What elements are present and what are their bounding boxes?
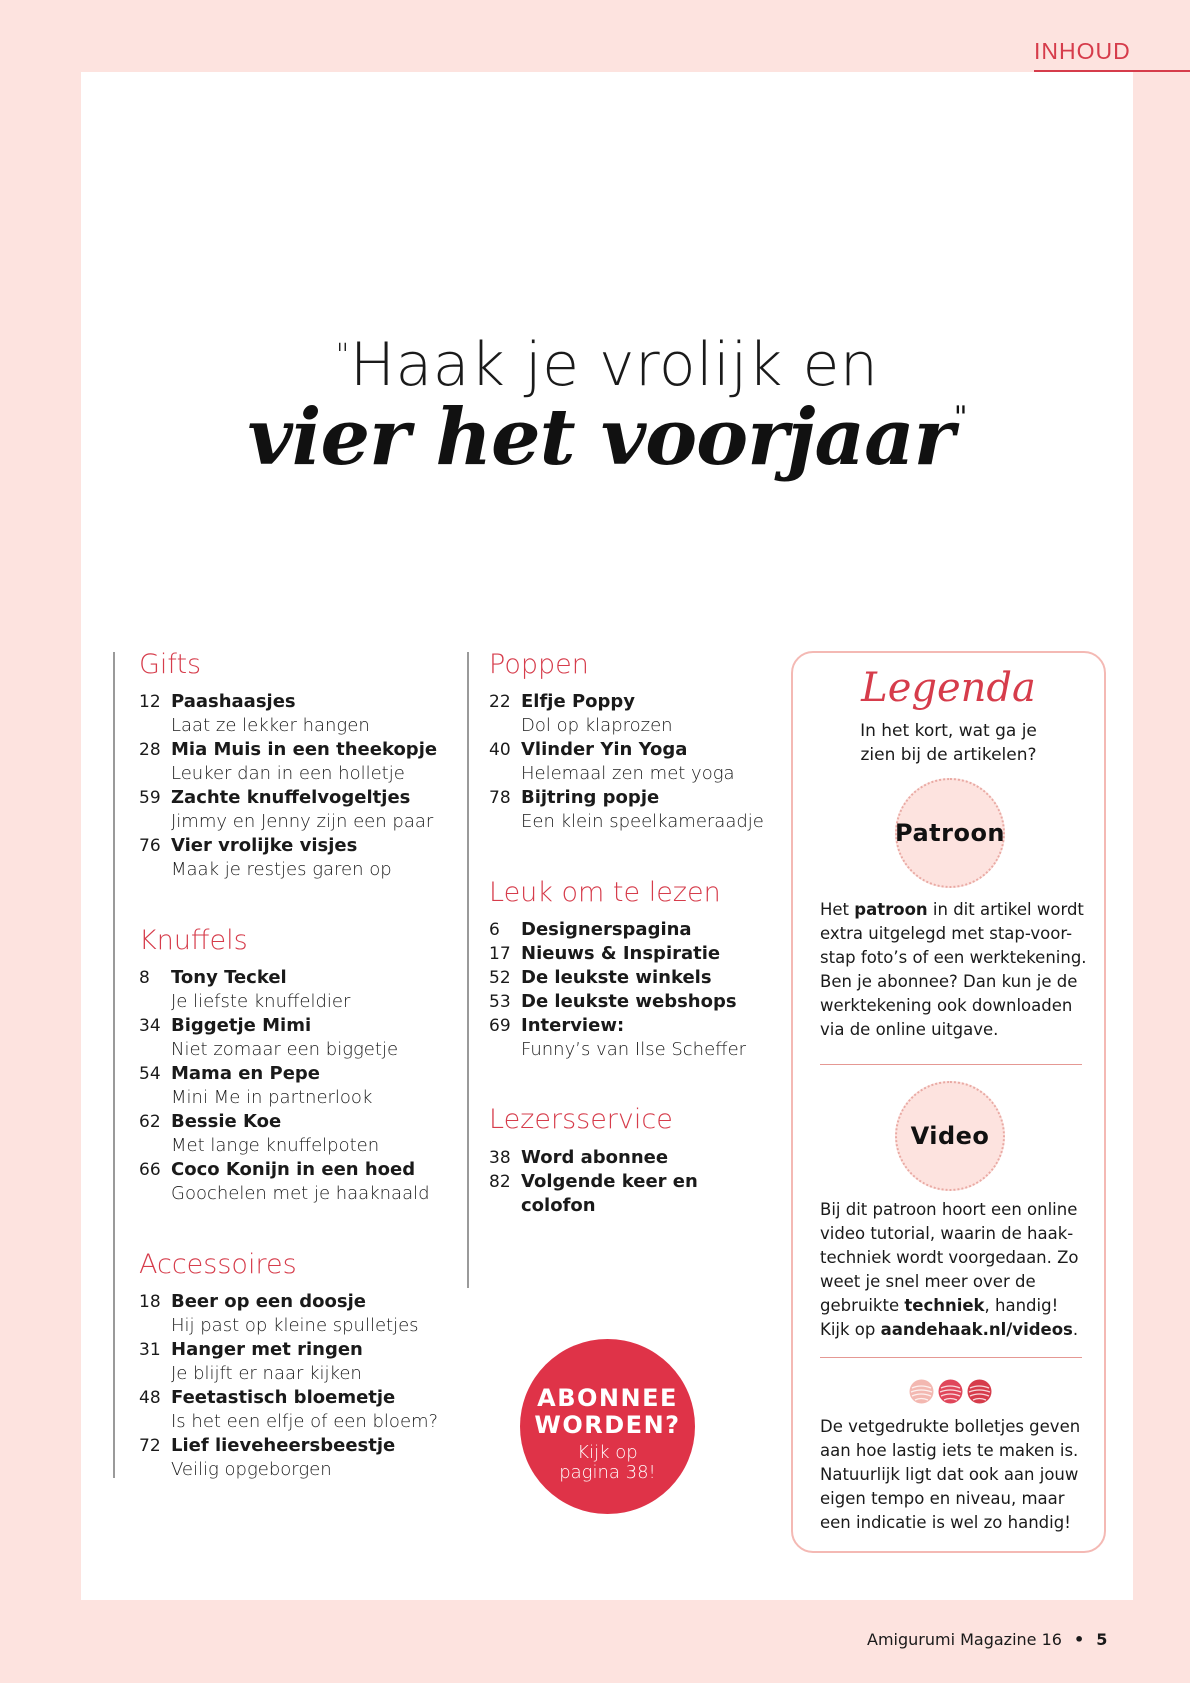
- legend-divider: [820, 1064, 1082, 1065]
- toc-entry-title: De leukste webshops: [521, 991, 737, 1012]
- toc-entry[interactable]: [489, 1014, 809, 1062]
- toc-entry[interactable]: [139, 1338, 459, 1386]
- toc-entry[interactable]: [139, 1290, 459, 1338]
- toc-entry-title: Vier vrolijke visjes: [171, 835, 358, 856]
- toc-entry[interactable]: [489, 1170, 809, 1218]
- toc-entry-title: Word abonnee: [521, 1147, 669, 1168]
- section-title-accessoires: Accessoires: [139, 1249, 297, 1280]
- video-text-part: , handig! Kijk op: [820, 1296, 1059, 1339]
- footer-page-number: 5: [1096, 1630, 1108, 1649]
- section-title-lezersservice: Lezersservice: [489, 1104, 673, 1135]
- toc-entry-subtitle: Hij past op kleine spulletjes: [171, 1315, 419, 1336]
- column-rule-left: [113, 652, 115, 1478]
- footer-magazine: Amigurumi Magazine 16: [867, 1630, 1062, 1649]
- toc-page-number: 31: [139, 1340, 161, 1360]
- promo-headline: [520, 1385, 695, 1439]
- section-title-leuk-om-te-lezen: Leuk om te lezen: [489, 877, 721, 908]
- toc-page-number: 72: [139, 1436, 161, 1456]
- toc-entry-title: Feetastisch bloemetje: [171, 1387, 396, 1408]
- difficulty-dots: [909, 1379, 992, 1404]
- badge-patroon: Patroon: [895, 778, 1005, 888]
- toc-entry-subtitle: Niet zomaar een biggetje: [171, 1039, 399, 1060]
- video-text-part: .: [1072, 1320, 1079, 1339]
- page-footer: [867, 1630, 1107, 1649]
- toc-entry-title: De leukste winkels: [521, 967, 712, 988]
- toc-page-number: 53: [489, 992, 511, 1012]
- toc-entry-title: Interview:: [521, 1015, 625, 1036]
- toc-page-number: 34: [139, 1016, 161, 1036]
- video-text-bold: techniek: [904, 1296, 985, 1315]
- toc-entry[interactable]: [489, 990, 809, 1014]
- legend-title: Legenda: [861, 665, 1036, 711]
- patroon-text-part: in dit artikel wordt extra uitgelegd met stap-voor-stap foto’s of een werktekening. Ben je abonnee? Dan kun je de werktekening ook downloaden via de online uitgave.: [820, 900, 1087, 1039]
- difficulty-dot-icon: [967, 1379, 992, 1404]
- toc-page-number: 28: [139, 740, 161, 760]
- toc-entry-subtitle: colofon: [521, 1195, 596, 1216]
- toc-entry[interactable]: [489, 942, 809, 966]
- quote-line-2-text: vier het voorjaar: [247, 392, 954, 483]
- toc-entry[interactable]: [139, 786, 459, 834]
- toc-entry[interactable]: [139, 834, 459, 882]
- toc-entry-title: Lief lieveheersbeestje: [171, 1435, 396, 1456]
- promo-headline-1: ABONNEE: [537, 1384, 678, 1412]
- section-title-poppen: Poppen: [489, 649, 589, 680]
- toc-entry-title: Mama en Pepe: [171, 1063, 321, 1084]
- toc-entry-title: Tony Teckel: [171, 967, 287, 988]
- toc-page-number: 22: [489, 692, 511, 712]
- toc-page-number: 40: [489, 740, 511, 760]
- toc-entry-title: Zachte knuffelvogeltjes: [171, 787, 411, 808]
- toc-entry-subtitle: Mini Me in partnerlook: [171, 1087, 373, 1108]
- toc-entry-title: Nieuws & Inspiratie: [521, 943, 721, 964]
- toc-entry-subtitle: Leuker dan in een holletje: [171, 763, 405, 784]
- toc-entry[interactable]: [489, 690, 809, 738]
- toc-page-number: 59: [139, 788, 161, 808]
- toc-entry-subtitle: Laat ze lekker hangen: [171, 715, 370, 736]
- toc-page-number: 76: [139, 836, 161, 856]
- promo-sub-1: Kijk op: [577, 1442, 638, 1463]
- toc-page-number: 8: [139, 968, 150, 988]
- toc-entry-subtitle: Is het een elfje of een bloem?: [171, 1411, 439, 1432]
- toc-page-number: 62: [139, 1112, 161, 1132]
- quote-line-2: [81, 392, 1133, 483]
- promo-subtext: [520, 1443, 695, 1483]
- toc-entry-title: Beer op een doosje: [171, 1291, 367, 1312]
- toc-entry-title: Elfje Poppy: [521, 691, 636, 712]
- toc-entry[interactable]: [139, 1014, 459, 1062]
- toc-entry[interactable]: [489, 1146, 809, 1170]
- quote-close-mark: ": [953, 400, 967, 435]
- section-label: INHOUD: [1034, 38, 1131, 64]
- legend-patroon-text: [820, 898, 1088, 1042]
- toc-entry-title: Volgende keer en: [521, 1171, 698, 1192]
- toc-entry-subtitle: Dol op klaprozen: [521, 715, 673, 736]
- toc-entry-subtitle: Maak je restjes garen op: [171, 859, 392, 880]
- toc-entry[interactable]: [139, 1386, 459, 1434]
- toc-entry[interactable]: [139, 738, 459, 786]
- legend-intro-2: zien bij de artikelen?: [860, 745, 1037, 765]
- toc-page-number: 6: [489, 920, 500, 940]
- column-rule-middle: [467, 652, 469, 1288]
- toc-entry-title: Paashaasjes: [171, 691, 296, 712]
- toc-entry[interactable]: [139, 966, 459, 1014]
- difficulty-dot-icon: [909, 1379, 934, 1404]
- section-title-knuffels: Knuffels: [139, 925, 248, 956]
- toc-page-number: 52: [489, 968, 511, 988]
- quote-line-1: [81, 330, 1133, 400]
- quote-open-mark: ": [335, 338, 350, 373]
- toc-entry-title: Bijtring popje: [521, 787, 660, 808]
- promo-sub-2: pagina 38!: [559, 1462, 656, 1483]
- toc-entry-subtitle: Funny’s van Ilse Scheffer: [521, 1039, 747, 1060]
- toc-page-number: 66: [139, 1160, 161, 1180]
- toc-entry-subtitle: Je liefste knuffeldier: [171, 991, 351, 1012]
- toc-entry-title: Biggetje Mimi: [171, 1015, 312, 1036]
- toc-page-number: 18: [139, 1292, 161, 1312]
- toc-entry[interactable]: [489, 918, 809, 942]
- toc-entry-subtitle: Een klein speelkameraadje: [521, 811, 764, 832]
- footer-bullet: •: [1073, 1630, 1085, 1649]
- toc-page-number: 12: [139, 692, 161, 712]
- toc-entry[interactable]: [489, 738, 809, 786]
- toc-page-number: 82: [489, 1172, 511, 1192]
- toc-entry[interactable]: [489, 966, 809, 990]
- toc-entry-subtitle: Veilig opgeborgen: [171, 1459, 332, 1480]
- video-link-text[interactable]: aandehaak.nl/videos: [880, 1320, 1073, 1339]
- legend-box: [791, 651, 1106, 1553]
- patroon-text-part: Het: [820, 900, 855, 919]
- badge-video: Video: [895, 1081, 1005, 1191]
- toc-entry-title: Hanger met ringen: [171, 1339, 363, 1360]
- toc-entry-title: Designerspagina: [521, 919, 692, 940]
- toc-page-number: 78: [489, 788, 511, 808]
- legend-divider: [820, 1357, 1082, 1358]
- promo-headline-2: WORDEN?: [534, 1411, 681, 1439]
- toc-entry-title: Bessie Koe: [171, 1111, 282, 1132]
- toc-entry-title: Coco Konijn in een hoed: [171, 1159, 416, 1180]
- toc-page-number: 48: [139, 1388, 161, 1408]
- toc-entry[interactable]: [139, 1158, 459, 1206]
- toc-entry[interactable]: [139, 690, 459, 738]
- difficulty-dot-icon: [938, 1379, 963, 1404]
- toc-entry-title: Vlinder Yin Yoga: [521, 739, 688, 760]
- toc-entry[interactable]: [139, 1110, 459, 1158]
- toc-page-number: 38: [489, 1148, 511, 1168]
- toc-entry[interactable]: [139, 1062, 459, 1110]
- section-title-gifts: Gifts: [139, 649, 202, 680]
- legend-dots-text: De vetgedrukte bolletjes geven aan hoe lastig iets te maken is. Natuurlijk ligt dat ook aan jouw eigen tempo en niveau, maar een indicatie is wel zo handig!: [820, 1417, 1081, 1532]
- toc-entry[interactable]: [489, 786, 809, 834]
- video-text-part: Bij dit patroon hoort een online video tutorial, waarin de haak-techniek wordt voorgedaan. Zo weet je snel meer over de gebruikte: [820, 1200, 1079, 1315]
- toc-entry-subtitle: Met lange knuffelpoten: [171, 1135, 380, 1156]
- toc-entry-subtitle: Helemaal zen met yoga: [521, 763, 735, 784]
- legend-video-text: [820, 1198, 1088, 1342]
- toc-entry-subtitle: Je blijft er naar kijken: [171, 1363, 362, 1384]
- quote-line-1-text: Haak je vrolijk en: [349, 330, 879, 400]
- toc-page-number: 69: [489, 1016, 511, 1036]
- toc-page-number: 17: [489, 944, 511, 964]
- toc-page-number: 54: [139, 1064, 161, 1084]
- toc-entry[interactable]: [139, 1434, 459, 1482]
- legend-intro: [793, 719, 1104, 767]
- subscribe-promo-badge[interactable]: [520, 1339, 695, 1514]
- toc-entry-title: Mia Muis in een theekopje: [171, 739, 438, 760]
- legend-intro-1: In het kort, wat ga je: [860, 721, 1037, 741]
- patroon-text-bold: patroon: [854, 900, 928, 919]
- toc-entry-subtitle: Goochelen met je haaknaald: [171, 1183, 430, 1204]
- toc-entry-subtitle: Jimmy en Jenny zijn een paar: [171, 811, 434, 832]
